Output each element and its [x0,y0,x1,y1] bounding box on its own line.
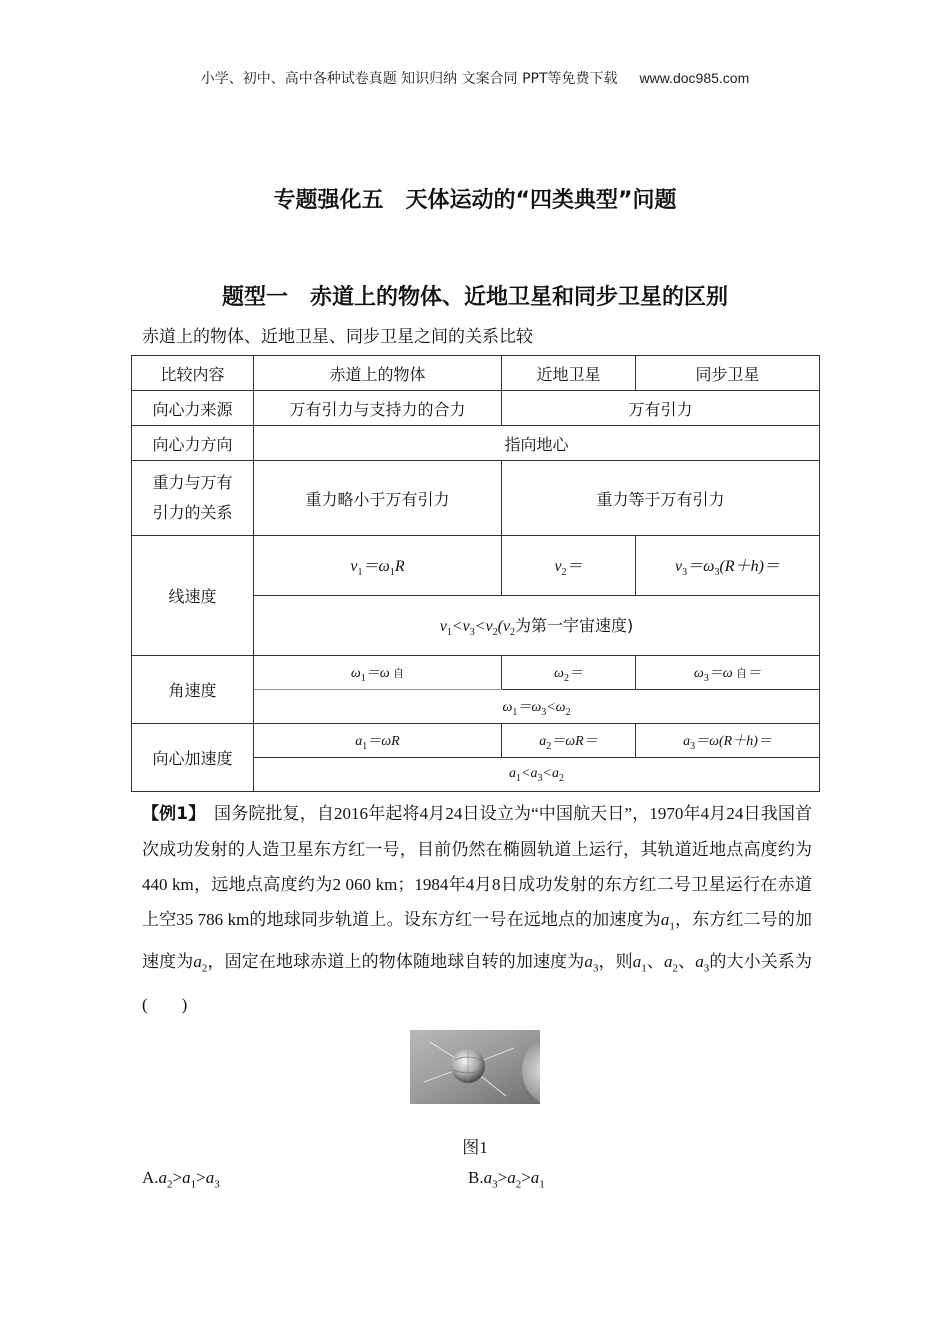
cell: 万有引力 [502,391,820,426]
w1-cell: $\omega_1=\omega$ 自 [254,656,502,690]
row-label: 重力与万有 引力的关系 [132,461,254,536]
header-cell: 比较内容 [132,356,254,391]
header-url[interactable]: www.doc985.com [639,70,750,86]
satellite-image [410,1030,540,1104]
table-header-row [132,356,820,391]
page-title: 专题强化五 天体运动的“四类典型”问题 [273,188,677,213]
cell: 指向地心 [254,426,820,461]
comparison-table [131,355,820,792]
row-label: 向心加速度 [132,724,254,792]
row-label: 角速度 [132,656,254,724]
a3-cell: $a_3=\omega(R+h)=$ [636,724,820,758]
option-a[interactable]: $A.a_2>a_1>a_3$ [142,1168,220,1191]
header-cell: 近地卫星 [502,356,636,391]
v2-cell: $v_2=$ [502,536,636,596]
problem-text: 【例1】 国务院批复，自2016年起将4月24日设立为“中国航天日”，1970年4月24日我国首次成功发射的人造卫星东方红一号，目前仍然在椭圆轨道上运行，其轨道近地点高度约为440 km，远地点高度约为2 060 km；1984年4月8日成功发射的东方红二号卫星运行在赤道上空35 786 km的地球同步轨道上。设东方红一号在远地点的加速度为$a_1$，东方红二号的加速度为$a_2$，固定在地球赤道上的物体随地球自转的加速度为$a_3$，则$a_1$、$a_2$、$a_3$的大小关系为( ) [142,804,813,1014]
table-row [132,391,820,426]
table-row [132,426,820,461]
cell: 万有引力与支持力的合力 [254,391,502,426]
w-compare-cell: $\omega_1=\omega_3<\omega_2$ [254,690,820,724]
cell: 重力略小于万有引力 [254,461,502,536]
v3-cell: $v_3=\omega_3(R+h)=$ [636,536,820,596]
table-row [132,656,820,690]
figure-caption: 图1 [462,1138,488,1157]
table-row [132,724,820,758]
v-compare-cell: $v_1<v_3<v_2(v_2$为第一宇宙速度) [254,596,820,656]
table-intro: 赤道上的物体、近地卫星、同步卫星之间的关系比较 [142,327,533,347]
w2-cell: $\omega_2=$ [502,656,636,690]
w3-cell: $\omega_3=\omega$ 自＝ [636,656,820,690]
a1-cell: $a_1=\omega R$ [254,724,502,758]
table-row [132,461,820,536]
row-label: 向心力方向 [132,426,254,461]
a2-cell: $a_2=\omega R=$ [502,724,636,758]
example-problem [142,796,812,1022]
row-label: 向心力来源 [132,391,254,426]
section-title: 题型一 赤道上的物体、近地卫星和同步卫星的区别 [221,285,728,310]
option-b[interactable]: $B.a_3>a_2>a_1$ [468,1168,545,1191]
page-header [0,68,950,88]
table-row [132,536,820,596]
a-compare-cell: $a_1<a_3<a_2$ [254,758,820,792]
header-text: 小学、初中、高中各种试卷真题 知识归纳 文案合同 PPT等免费下载 [200,71,618,87]
v1-cell: $v_1=\omega_1R$ [254,536,502,596]
cell: 重力等于万有引力 [502,461,820,536]
row-label: 线速度 [132,536,254,656]
header-cell: 同步卫星 [636,356,820,391]
header-cell: 赤道上的物体 [254,356,502,391]
